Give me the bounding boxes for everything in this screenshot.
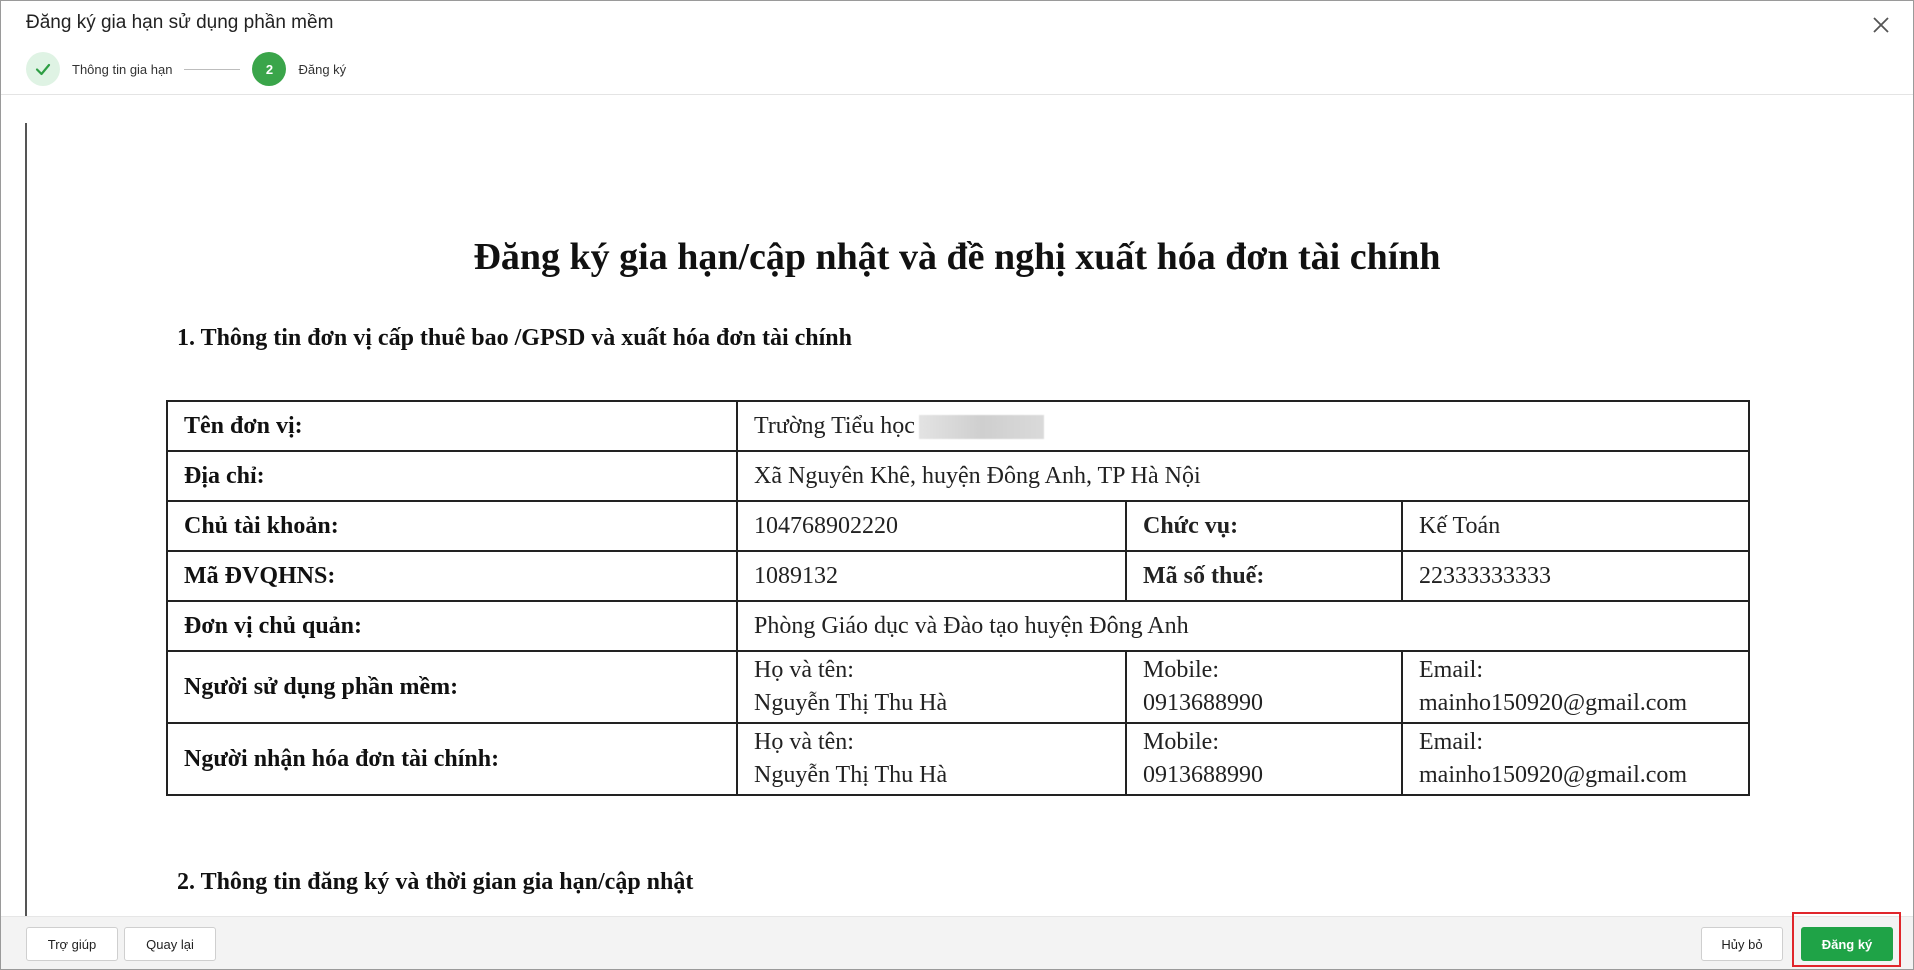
fullname-caption: Họ và tên: [754, 729, 854, 755]
dialog-footer [1, 916, 1913, 969]
address-label: Địa chỉ: [167, 451, 737, 501]
step-1-check-icon [26, 52, 60, 86]
table-row [167, 401, 1749, 451]
budget-code-value: 1089132 [737, 551, 1126, 601]
unit-info-table [166, 400, 1750, 796]
user-name-value: Nguyễn Thị Thu Hà [754, 690, 948, 716]
document-viewer[interactable] [1, 95, 1913, 918]
account-owner-value: 104768902220 [737, 501, 1126, 551]
fullname-caption: Họ và tên: [754, 657, 854, 683]
section-2-title: 2. Thông tin đăng ký và thời gian gia hạn/cập nhật [177, 869, 694, 895]
step-connector [184, 69, 240, 70]
table-row [167, 723, 1749, 795]
account-owner-label: Chủ tài khoản: [167, 501, 737, 551]
user-name-cell [737, 651, 1126, 723]
user-mobile-value: 0913688990 [1143, 690, 1263, 716]
parent-unit-label: Đơn vị chủ quản: [167, 601, 737, 651]
user-email-cell [1402, 651, 1749, 723]
budget-code-label: Mã ĐVQHNS: [167, 551, 737, 601]
tax-code-value: 22333333333 [1402, 551, 1749, 601]
position-value: Kế Toán [1402, 501, 1749, 551]
tax-code-label: Mã số thuế: [1126, 551, 1402, 601]
receiver-name-cell [737, 723, 1126, 795]
dialog-header [1, 1, 1913, 95]
unit-name-value: Trường Tiểu học [754, 412, 915, 439]
email-caption: Email: [1419, 657, 1483, 683]
submit-button[interactable]: Đăng ký [1801, 927, 1893, 961]
user-email-value: mainho150920@gmail.com [1419, 690, 1688, 716]
document-title: Đăng ký gia hạn/cập nhật và đề nghị xuất hóa đơn tài chính [473, 236, 1441, 278]
mobile-caption: Mobile: [1143, 657, 1219, 683]
receiver-mobile-value: 0913688990 [1143, 762, 1263, 788]
receiver-name-value: Nguyễn Thị Thu Hà [754, 762, 948, 788]
stepper [26, 51, 346, 87]
redacted-block [919, 415, 1044, 439]
receiver-email-value: mainho150920@gmail.com [1419, 762, 1688, 788]
email-caption: Email: [1419, 729, 1483, 755]
address-value: Xã Nguyên Khê, huyện Đông Anh, TP Hà Nội [737, 451, 1749, 501]
table-row [167, 551, 1749, 601]
step-2-label: Đăng ký [298, 61, 347, 77]
section-1-title: 1. Thông tin đơn vị cấp thuê bao /GPSD và xuất hóa đơn tài chính [177, 325, 852, 351]
parent-unit-value: Phòng Giáo dục và Đào tạo huyện Đông Anh [737, 601, 1749, 651]
cancel-button[interactable]: Hủy bỏ [1701, 927, 1783, 961]
dialog-title: Đăng ký gia hạn sử dụng phần mềm [26, 12, 334, 33]
position-label: Chức vụ: [1126, 501, 1402, 551]
software-user-label: Người sử dụng phần mềm: [167, 651, 737, 723]
table-row [167, 451, 1749, 501]
unit-name-cell [737, 401, 1749, 451]
help-button[interactable]: Trợ giúp [26, 927, 118, 961]
back-button[interactable]: Quay lại [124, 927, 216, 961]
receiver-email-cell [1402, 723, 1749, 795]
table-row [167, 601, 1749, 651]
close-icon[interactable] [1871, 15, 1891, 35]
mobile-caption: Mobile: [1143, 729, 1219, 755]
step-1-label: Thông tin gia hạn [72, 61, 173, 77]
unit-name-label: Tên đơn vị: [167, 401, 737, 451]
step-2-number: 2 [252, 52, 286, 86]
table-row [167, 501, 1749, 551]
table-row [167, 651, 1749, 723]
receiver-mobile-cell [1126, 723, 1402, 795]
invoice-receiver-label: Người nhận hóa đơn tài chính: [167, 723, 737, 795]
user-mobile-cell [1126, 651, 1402, 723]
